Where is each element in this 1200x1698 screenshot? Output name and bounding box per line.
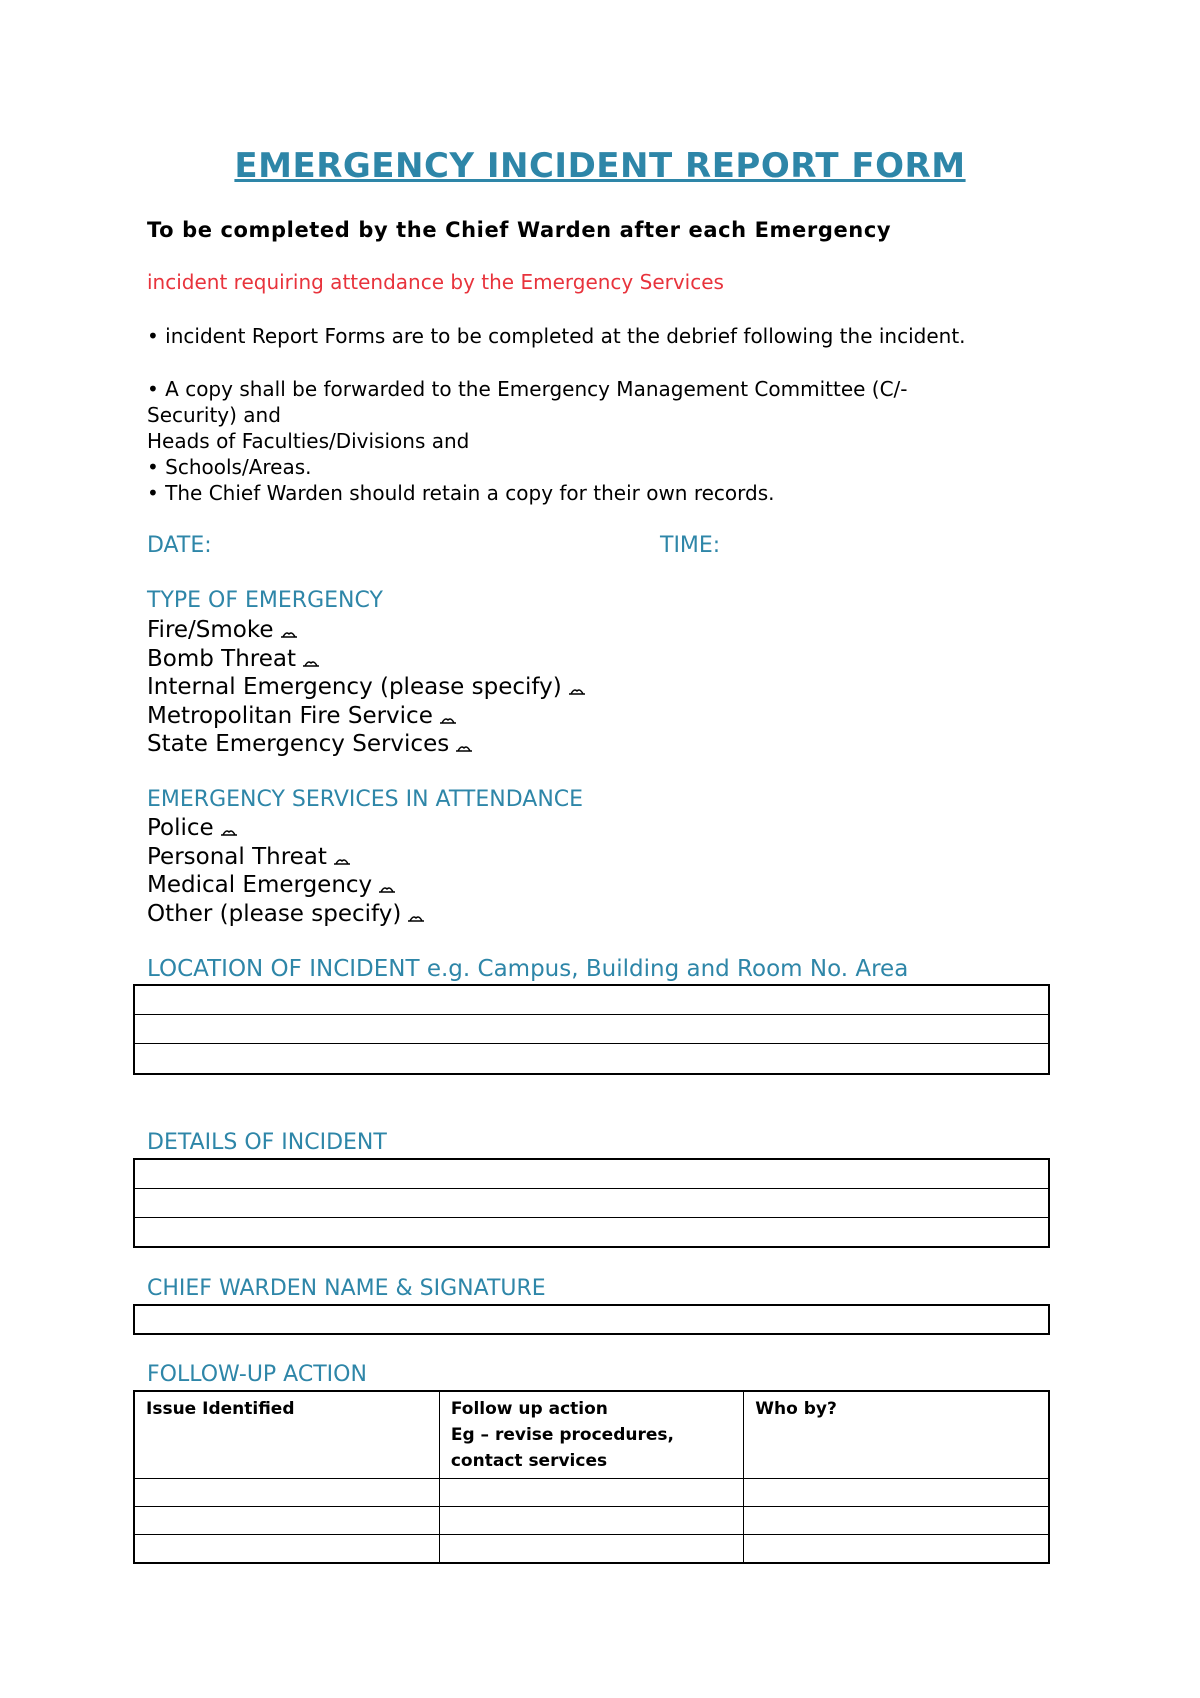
checkbox-mark-icon (220, 827, 238, 837)
details-heading: DETAILS OF INCIDENT (147, 1130, 387, 1155)
lead-instruction: To be completed by the Chief Warden after each Emergency (147, 218, 892, 242)
checkbox-item[interactable]: Police (147, 814, 425, 843)
checkbox-item[interactable]: Metropolitan Fire Service (147, 702, 586, 731)
col-who-by: Who by? (744, 1391, 1049, 1479)
time-label: TIME: (660, 533, 721, 558)
checkbox-mark-icon (407, 913, 425, 923)
bullet-2-line-3: Heads of Faculties/Divisions and (147, 429, 470, 453)
location-input-row[interactable] (135, 1044, 1048, 1073)
checkbox-item[interactable]: State Emergency Services (147, 730, 586, 759)
details-input-row[interactable] (135, 1218, 1048, 1246)
bullet-2-line-1: • A copy shall be forwarded to the Emergency Management Committee (C/- (147, 377, 908, 401)
checkbox-mark-icon (455, 743, 473, 753)
col-follow-up-action: Follow up action Eg – revise procedures, contact services (439, 1391, 743, 1479)
location-input-row[interactable] (135, 1015, 1048, 1044)
type-of-emergency-heading: TYPE OF EMERGENCY (147, 588, 383, 613)
bullet-4: • The Chief Warden should retain a copy for their own records. (147, 481, 775, 505)
followup-header-row (134, 1391, 1049, 1479)
table-cell[interactable] (744, 1479, 1049, 1507)
details-input-row[interactable] (135, 1160, 1048, 1189)
bullet-3: • Schools/Areas. (147, 455, 312, 479)
checkbox-item[interactable]: Personal Threat (147, 843, 425, 872)
checkbox-item[interactable]: Other (please specify) (147, 900, 425, 929)
location-input-row[interactable] (135, 986, 1048, 1015)
signature-heading: CHIEF WARDEN NAME & SIGNATURE (147, 1276, 546, 1301)
signature-input-row[interactable] (135, 1306, 1048, 1333)
checkbox-mark-icon (333, 856, 351, 866)
bullet-2-line-2: Security) and (147, 403, 281, 427)
table-cell[interactable] (134, 1507, 439, 1535)
checkbox-mark-icon (439, 715, 457, 725)
table-cell[interactable] (439, 1507, 743, 1535)
type-of-emergency-list (147, 616, 586, 759)
services-list (147, 814, 425, 928)
followup-heading: FOLLOW-UP ACTION (147, 1362, 367, 1387)
table-cell[interactable] (744, 1535, 1049, 1563)
table-cell[interactable] (439, 1479, 743, 1507)
table-cell[interactable] (744, 1507, 1049, 1535)
table-row (134, 1535, 1049, 1563)
col-issue-identified: Issue Identified (134, 1391, 439, 1479)
checkbox-item[interactable]: Internal Emergency (please specify) (147, 673, 586, 702)
date-label: DATE: (147, 533, 212, 558)
checkbox-item[interactable]: Bomb Threat (147, 645, 586, 674)
table-row (134, 1479, 1049, 1507)
checkbox-mark-icon (568, 686, 586, 696)
table-cell[interactable] (439, 1535, 743, 1563)
form-title: EMERGENCY INCIDENT REPORT FORM (234, 146, 966, 186)
table-row (134, 1507, 1049, 1535)
bullet-1: • incident Report Forms are to be completed at the debrief following the incident. (147, 324, 966, 348)
checkbox-mark-icon (280, 629, 298, 639)
details-entry-grid (133, 1158, 1050, 1248)
red-instruction: incident requiring attendance by the Emergency Services (147, 270, 724, 294)
signature-entry-grid (133, 1304, 1050, 1335)
checkbox-item[interactable]: Fire/Smoke (147, 616, 586, 645)
checkbox-mark-icon (302, 658, 320, 668)
location-entry-grid (133, 984, 1050, 1075)
table-cell[interactable] (134, 1479, 439, 1507)
location-heading: LOCATION OF INCIDENT e.g. Campus, Building and Room No. Area (147, 956, 909, 982)
services-heading: EMERGENCY SERVICES IN ATTENDANCE (147, 787, 584, 812)
table-cell[interactable] (134, 1535, 439, 1563)
checkbox-mark-icon (378, 884, 396, 894)
details-input-row[interactable] (135, 1189, 1048, 1218)
checkbox-item[interactable]: Medical Emergency (147, 871, 425, 900)
followup-table (133, 1390, 1050, 1564)
